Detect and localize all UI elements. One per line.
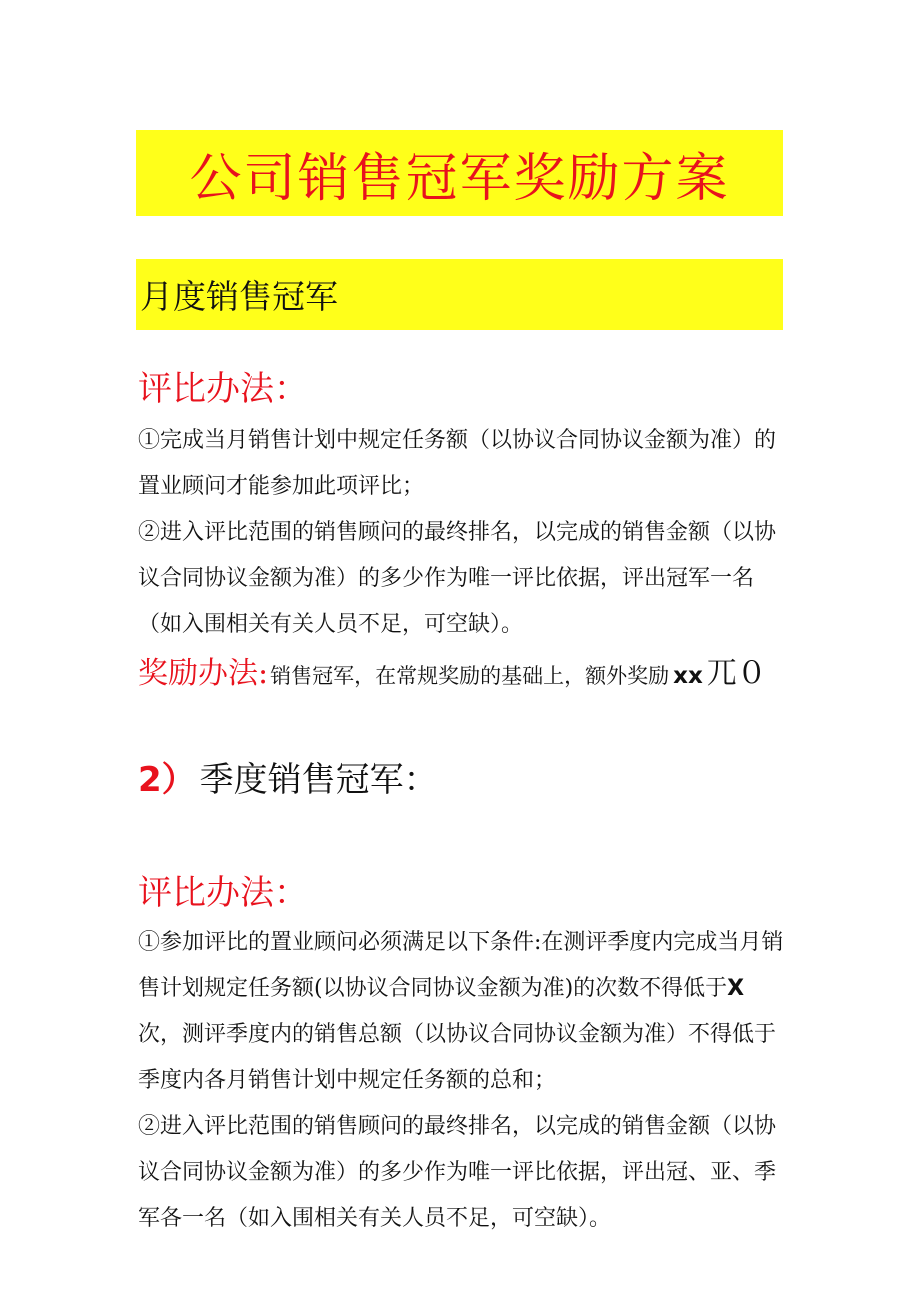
section2-number: 2） <box>138 760 196 800</box>
reward-tail: 兀０ <box>706 656 767 691</box>
section2-heading-line <box>138 752 438 801</box>
reward-text: 销售冠军，在常规奖励的基础上，额外奖励 <box>270 664 670 688</box>
section1-item1: ①完成当月销售计划中规定任务额（以协议合同协议金额为准）的置业顾问才能参加此项评比； <box>138 428 777 499</box>
reward-amount: xx <box>673 663 703 689</box>
reward-label: 奖励办法: <box>138 656 269 691</box>
section2-heading: 季度销售冠军： <box>199 760 438 800</box>
section1-banner <box>136 259 783 330</box>
section2-item2: ②进入评比范围的销售顾问的最终排名，以完成的销售金额（以协议合同协议金额为准）的多少作为唯一评比依据，评出冠、亚、季军各一名（如入围相关有关人员不足，可空缺）。 <box>138 1114 777 1231</box>
document-title: 公司销售冠军奖励方案 <box>189 148 730 209</box>
section1-eval-label: 评比办法： <box>138 369 308 409</box>
section2-item1 <box>138 920 786 1104</box>
section2-eval-label: 评比办法： <box>138 873 308 913</box>
section2-item1-part2: 次，测评季度内的销售总额（以协议合同协议金额为准）不得低于季度内各月销售计划中规定任务额的总和； <box>138 1022 777 1093</box>
section2-item1-part1: ①参加评比的置业顾问必须满足以下条件:在测评季度内完成当月销售计划规定任务额(以协议合同协议金额为准)的次数不得低于 <box>138 930 784 1001</box>
title-banner <box>136 130 783 216</box>
section1-reward-line <box>138 648 798 692</box>
section1-item2: ②进入评比范围的销售顾问的最终排名，以完成的销售金额（以协议合同协议金额为准）的多少作为唯一评比依据，评出冠军一名（如入围相关有关人员不足，可空缺）。 <box>138 520 777 637</box>
section1-heading: 月度销售冠军 <box>140 277 338 316</box>
section2-item1-x: X <box>727 976 745 1001</box>
